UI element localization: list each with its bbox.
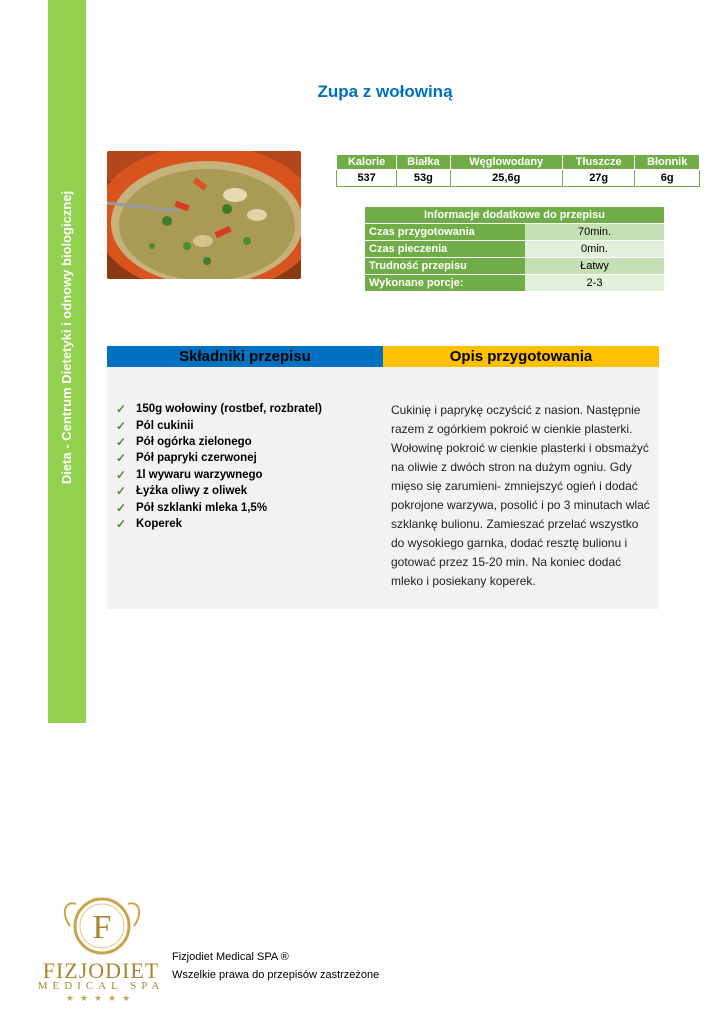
- info-label: Wykonane porcje:: [365, 274, 525, 291]
- checkmark-icon: ✓: [116, 402, 127, 417]
- footer-rights: Wszelkie prawa do przepisów zastrzeżone: [172, 969, 380, 981]
- info-label: Czas przygotowania: [365, 223, 525, 240]
- nutrition-value: 25,6g: [450, 170, 562, 187]
- nutrition-header: Węglowodany: [450, 155, 562, 170]
- checkmark-icon: ✓: [116, 484, 127, 499]
- nutrition-header: Błonnik: [635, 155, 700, 170]
- info-label: Czas pieczenia: [365, 240, 525, 257]
- list-item: [116, 401, 376, 417]
- nutrition-value: 537: [337, 170, 397, 187]
- logo-letter: F: [92, 909, 112, 946]
- checkmark-icon: ✓: [116, 434, 127, 449]
- info-table-title: Informacje dodatkowe do przepisu: [365, 207, 664, 223]
- nutrition-table: [336, 154, 700, 187]
- logo-subtitle: MEDICAL SPA: [37, 980, 165, 992]
- checkmark-icon: ✓: [116, 516, 127, 531]
- info-row: [365, 274, 664, 291]
- ingredient-text: Pól cukinii: [136, 419, 194, 432]
- nutrition-value: 6g: [635, 170, 700, 187]
- nutrition-header: Tłuszcze: [562, 155, 634, 170]
- nutrition-value: 53g: [397, 170, 450, 187]
- list-item: [116, 417, 376, 433]
- checkmark-icon: ✓: [116, 500, 127, 515]
- ingredient-text: 1l wywaru warzywnego: [136, 468, 263, 481]
- checkmark-icon: ✓: [116, 451, 127, 466]
- nutrition-value: 27g: [562, 170, 634, 187]
- info-value: 70min.: [525, 223, 664, 240]
- footer-company: Fizjodiet Medical SPA ®: [172, 951, 289, 963]
- nutrition-header: Białka: [397, 155, 450, 170]
- ingredient-text: 150g wołowiny (rostbef, rozbratel): [136, 403, 322, 416]
- checkmark-icon: ✓: [116, 467, 127, 482]
- info-value: 0min.: [525, 240, 664, 257]
- nutrition-header: Kalorie: [337, 155, 397, 170]
- list-item: [116, 450, 376, 466]
- preparation-text: Cukinię i paprykę oczyścić z nasion. Następnie razem z ogórkiem pokroić w cienkie plasterki. Wołowinę pokroić w cienkie plasterki i obsmażyć na oliwie z dwóch stron na dużym ogniu. Gdy mięso się zarumieni- zmniejszyć ogień i dodać pokrojone warzywa, posolić i po 3 minutach wlać szklankę bulionu. Zamieszać przelać wszystko do wysokiego garnka, dodać resztę bulionu i gotować przez 15-20 min. Na koniec dodać mleko i posiekany koperek.: [391, 403, 650, 588]
- sidebar-label-wrap: [48, 0, 86, 723]
- sidebar-label: Dieta - Centrum Dietetyki i odnowy biologicznej: [59, 190, 75, 485]
- info-row: [365, 223, 664, 240]
- list-item: [116, 499, 376, 515]
- info-row: [365, 257, 664, 274]
- list-item: [116, 516, 376, 532]
- list-item: [116, 483, 376, 499]
- list-item: [116, 434, 376, 450]
- ingredients-heading: Składniki przepisu: [107, 346, 383, 367]
- checkmark-icon: ✓: [116, 418, 127, 433]
- ingredient-text: Pół ogórka zielonego: [136, 435, 252, 448]
- info-table: [365, 207, 664, 291]
- ingredient-text: Łyżka oliwy z oliwek: [136, 485, 248, 498]
- ingredient-text: Pół szklanki mleka 1,5%: [136, 501, 268, 514]
- logo-wordmark: FIZJODIET: [42, 958, 160, 983]
- logo-stars-icon: ★★★★★: [65, 993, 137, 1003]
- info-value: 2-3: [525, 274, 664, 291]
- footer: [172, 948, 379, 984]
- soup-photo: [107, 151, 301, 279]
- nutrition-header-row: [337, 155, 700, 170]
- recipe-title: Zupa z wołowiną: [317, 82, 453, 101]
- description-heading: Opis przygotowania: [383, 346, 659, 367]
- nutrition-value-row: [337, 170, 700, 187]
- list-item: [116, 467, 376, 483]
- info-row: [365, 240, 664, 257]
- ingredient-text: Koperek: [136, 517, 183, 530]
- info-label: Trudność przepisu: [365, 257, 525, 274]
- ingredients-list: [116, 401, 376, 532]
- ingredient-text: Pół papryki czerwonej: [136, 452, 257, 465]
- info-value: Łatwy: [525, 257, 664, 274]
